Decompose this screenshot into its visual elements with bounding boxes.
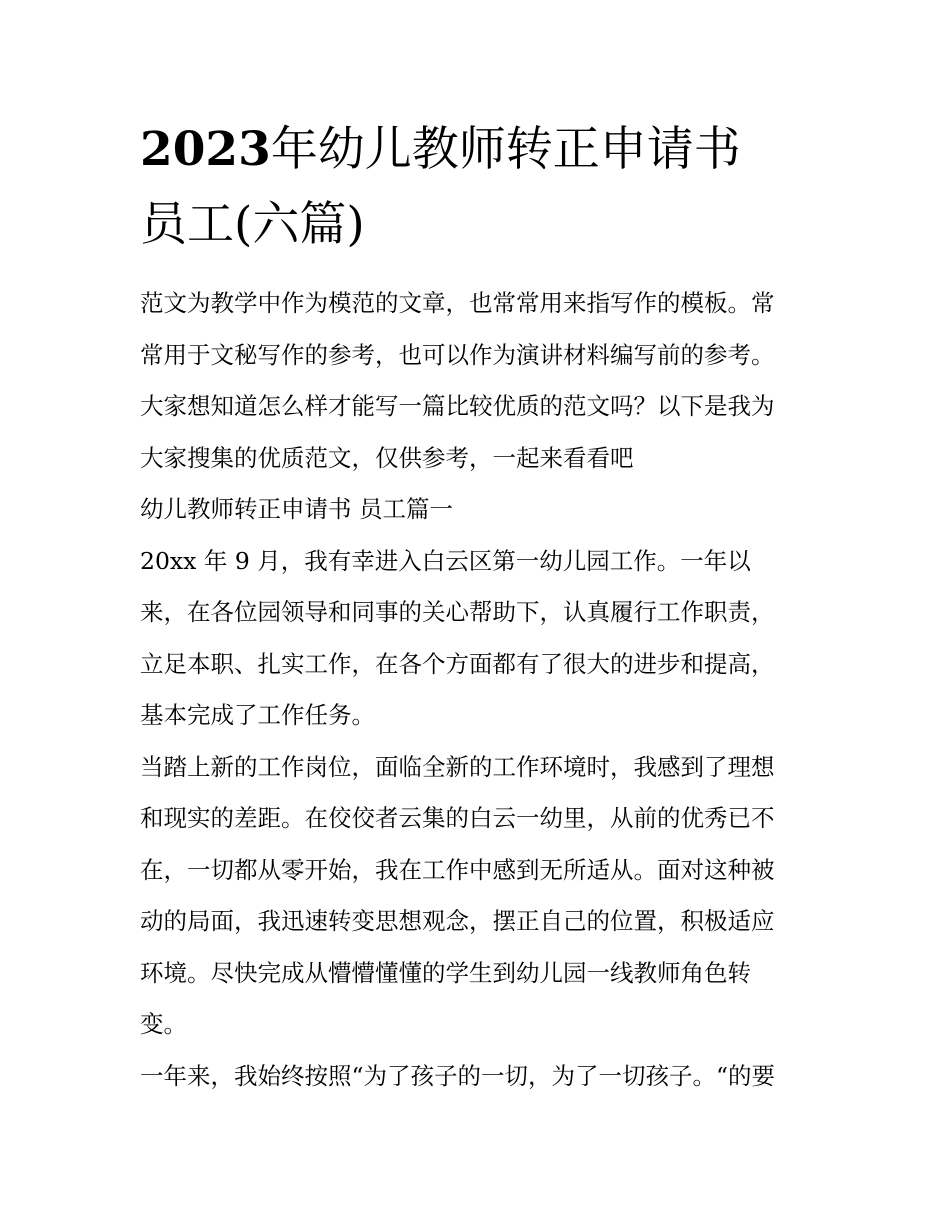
text-line: 来，在各位园领导和同事的关心帮助下，认真履行工作职责， bbox=[140, 598, 775, 626]
section-heading bbox=[140, 484, 820, 536]
paragraph-2 bbox=[140, 742, 820, 1051]
intro-paragraph bbox=[140, 278, 820, 484]
text-line: 20xx 年 9 月，我有幸进入白云区第一幼儿园工作。一年以 bbox=[140, 546, 751, 575]
paragraph-3 bbox=[140, 1051, 820, 1103]
text-line: 一年来，我始终按照“为了孩子的一切，为了一切孩子。“的要 bbox=[140, 1061, 776, 1090]
title-line-1 bbox=[140, 112, 820, 187]
text-line: 大家搜集的优质范文，仅供参考，一起来看看吧 bbox=[140, 443, 634, 472]
text-line: 常用于文秘写作的参考，也可以作为演讲材料编写前的参考。 bbox=[140, 340, 775, 369]
text-line: 动的局面，我迅速转变思想观念，摆正自己的位置，积极适应 bbox=[140, 907, 775, 935]
text-line: 当踏上新的工作岗位，面临全新的工作环境时，我感到了理想 bbox=[140, 752, 775, 781]
text-line: 范文为教学中作为模范的文章，也常常用来指写作的模板。常 bbox=[140, 289, 775, 317]
text-line: 幼儿教师转正申请书 员工篇一 bbox=[140, 495, 453, 523]
title-year: 2023 bbox=[140, 122, 271, 177]
text-line: 环境。尽快完成从懵懵懂懂的学生到幼儿园一线教师角色转 bbox=[140, 958, 751, 987]
text-line: 在，一切都从零开始，我在工作中感到无所适从。面对这种被 bbox=[140, 855, 775, 884]
text-line: 立足本职、扎实工作，在各个方面都有了很大的进步和提高， bbox=[140, 649, 775, 678]
text-line: 大家想知道怎么样才能写一篇比较优质的范文吗？以下是我为 bbox=[140, 392, 775, 420]
document-title bbox=[140, 112, 820, 262]
text-line: 变。 bbox=[140, 1010, 187, 1038]
paragraph-1 bbox=[140, 536, 820, 742]
text-line: 基本完成了工作任务。 bbox=[140, 701, 375, 729]
title-text: 年幼儿教师转正申请书 bbox=[270, 122, 741, 177]
title-line-2: 员工(六篇) bbox=[140, 197, 365, 252]
document-body bbox=[140, 278, 820, 1102]
text-line: 和现实的差距。在佼佼者云集的白云一幼里，从前的优秀已不 bbox=[140, 804, 775, 832]
